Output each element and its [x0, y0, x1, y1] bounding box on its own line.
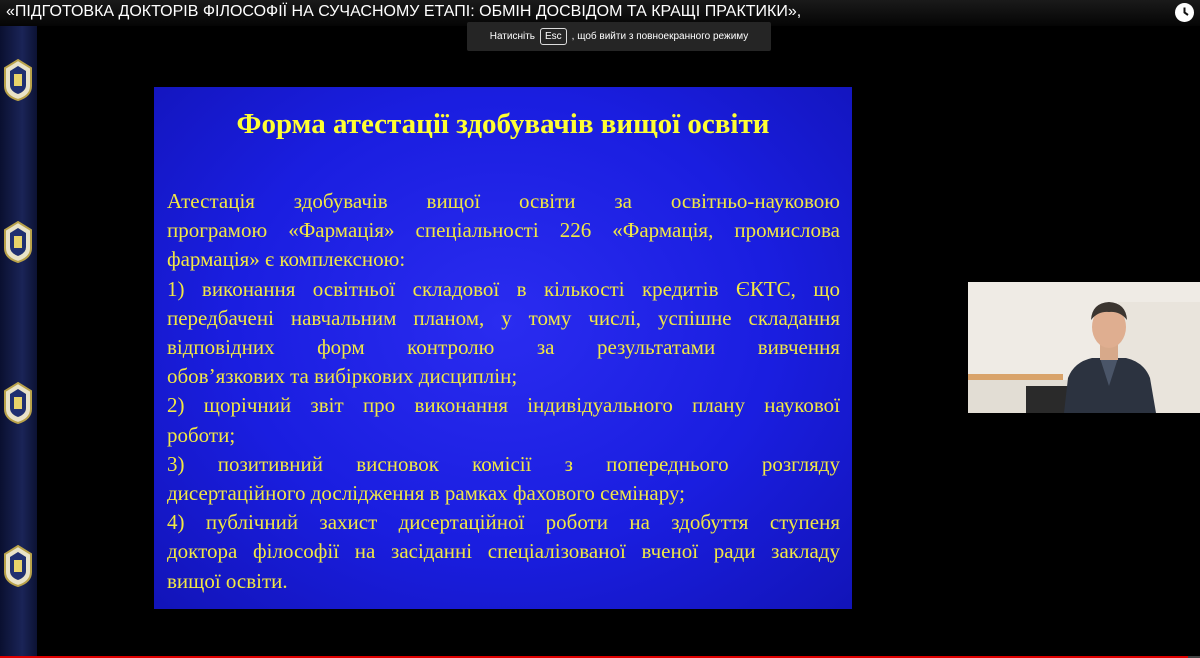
- slide-line: 3) позитивний висновок комісії з попереднього розгляду: [167, 451, 840, 476]
- fullscreen-exit-toast: [467, 22, 771, 51]
- slide-body: [167, 187, 840, 596]
- university-emblem-icon: [2, 220, 34, 264]
- toast-prefix: Натисніть: [489, 31, 535, 42]
- slide-line: передбачені навчальним планом, у тому числі, успішне складання: [167, 305, 840, 330]
- slide-line: Атестація здобувачів вищої освіти за освітньо-науковою: [167, 189, 840, 213]
- esc-key-badge: Esc: [540, 28, 567, 45]
- university-emblem-icon: [2, 544, 34, 588]
- speaker-video-frame: [968, 282, 1200, 413]
- slide-line: обов’язкових та вибіркових дисциплін;: [167, 364, 518, 389]
- presentation-slide: [154, 87, 852, 609]
- video-title: «ПІДГОТОВКА ДОКТОРІВ ФІЛОСОФІЇ НА СУЧАСНОМУ ЕТАПІ: ОБМІН ДОСВІДОМ ТА КРАЩІ ПРАКТИКИ»,: [6, 3, 802, 20]
- university-emblem-strip: [0, 26, 37, 656]
- slide-line: дисертаційного дослідження в рамках фахового семінару;: [167, 481, 685, 506]
- slide-line: роботи;: [167, 422, 236, 447]
- slide-line: 4) публічний захист дисертаційної роботи на здобуття ступеня: [167, 510, 840, 535]
- speaker-webcam-feed: [968, 282, 1200, 413]
- toast-suffix: , щоб вийти з повноекранного режиму: [571, 31, 749, 42]
- slide-line: доктора філософії на засіданні спеціалізованої вченої ради закладу: [167, 539, 840, 564]
- slide-line: 1) виконання освітньої складової в кількості кредитів ЄКТС, що: [167, 276, 840, 301]
- university-emblem-icon: [2, 58, 34, 102]
- slide-line: 2) щорічний звіт про виконання індивідуального плану наукової: [167, 393, 840, 418]
- slide-line: відповідних форм контролю за результатами вивчення: [167, 335, 840, 360]
- slide-title: Форма атестації здобувачів вищої освіти: [236, 108, 770, 140]
- clock-icon[interactable]: [1175, 3, 1194, 22]
- slide-line: програмою «Фармація» спеціальності 226 «Фармація, промислова: [167, 218, 840, 243]
- slide-line: вищої освіти.: [167, 568, 288, 593]
- slide-line: фармація» є комплексною:: [167, 247, 406, 272]
- university-emblem-icon: [2, 381, 34, 425]
